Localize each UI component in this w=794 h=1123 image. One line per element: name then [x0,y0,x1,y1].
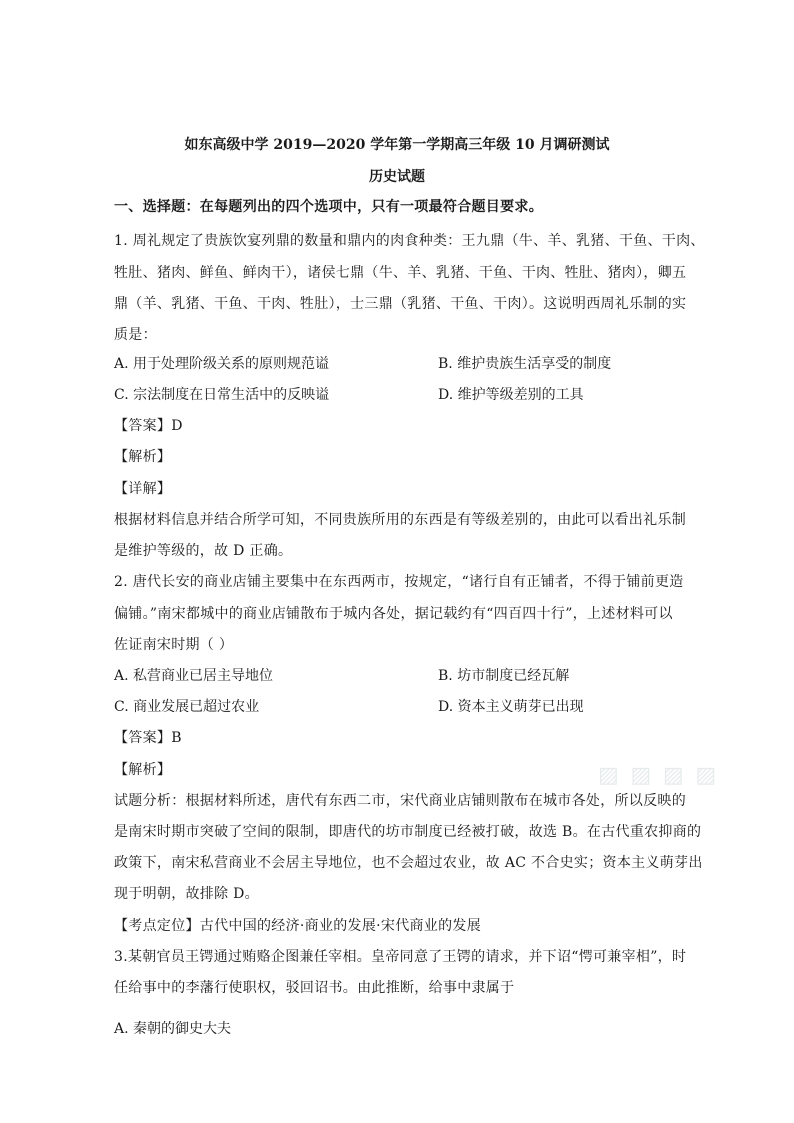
q2-stem-line: 佐证南宋时期（ ） [114,637,234,653]
q1-option-a: A. 用于处理阶级关系的原则规范谥 [114,356,330,372]
q1-option-d: D. 维护等级差别的工具 [438,387,584,403]
q2-detail-line: 试题分析：根据材料所述，唐代有东西二市，宋代商业店铺则散布在城市各处，所以反映的 [114,793,686,809]
q1-detail-line: 是维护等级的，故 D 正确。 [114,543,293,559]
q2-option-b: B. 坊市制度已经瓦解 [438,668,570,684]
q2-option-d: D. 资本主义萌芽已出现 [438,699,584,715]
q1-stem-line: 1. 周礼规定了贵族饮宴列鼎的数量和鼎内的肉食种类：王九鼎（牛、羊、乳猪、干鱼、干肉、 [114,233,705,249]
q3-stem-line: 3.某朝官员王锷通过贿赂企图兼任宰相。皇帝同意了王锷的请求，并下诏“愕可兼宰相”，时 [114,949,687,965]
section-heading: 一、选择题：在每题列出的四个选项中，只有一项最符合题目要求。 [114,199,543,215]
q1-stem-line: 牲肚、猪肉、鲜鱼、鲜肉干），诸侯七鼎（牛、羊、乳猪、干鱼、干肉、牲肚、猪肉），卿五 [114,265,687,281]
q2-stem-line: 2. 唐代长安的商业店铺主要集中在东西两市，按规定，“诸行自有正铺者，不得于铺前更造 [114,574,684,590]
watermark: ▨ ▨ ▨ ▨ [598,762,719,788]
q3-stem-line: 任给事中的李藩行使职权，驳回诏书。由此推断，给事中隶属于 [114,980,515,996]
q1-detail-label: 【详解】 [114,481,172,497]
exam-title: 如东高级中学 2019—2020 学年第一学期高三年级 10 月调研测试 [184,137,610,153]
q1-analysis-label: 【解析】 [114,449,172,465]
q1-answer: 【答案】D [114,418,183,434]
q2-analysis-label: 【解析】 [114,762,172,778]
q2-option-c: C. 商业发展已超过农业 [114,699,260,715]
q2-detail-line: 是南宋时期市突破了空间的限制，即唐代的坊市制度已经被打破，故选 B。在古代重农抑商的 [114,824,702,840]
q3-option-a: A. 秦朝的御史大夫 [114,1021,232,1037]
q1-option-c: C. 宗法制度在日常生活中的反映谥 [114,387,330,403]
q1-stem-line: 质是： [114,327,157,343]
q1-detail-line: 根据材料信息并结合所学可知，不同贵族所用的东西是有等级差别的，由此可以看出礼乐制 [114,512,686,528]
q2-option-a: A. 私营商业已居主导地位 [114,668,274,684]
q1-option-b: B. 维护贵族生活享受的制度 [438,356,612,372]
exam-subtitle: 历史试题 [369,169,425,185]
q1-stem-line: 鼎（羊、乳猪、干鱼、干肉、牲肚），士三鼎（乳猪、干鱼、干肉）。这说明西周礼乐制的实 [114,296,687,312]
q2-answer: 【答案】B [114,730,182,746]
q2-detail-line: 现于明朝，故排除 D。 [114,886,259,902]
q2-kaodian: 【考点定位】古代中国的经济·商业的发展·宋代商业的发展 [114,918,481,934]
q2-detail-line: 政策下，南宋私营商业不会居主导地位，也不会超过农业，故 AC 不合史实；资本主义萌芽出 [114,855,703,871]
q2-stem-line: 偏铺。”南宋都城中的商业店铺散布于城内各处，据记载约有“四百四十行”，上述材料可以 [114,606,673,622]
